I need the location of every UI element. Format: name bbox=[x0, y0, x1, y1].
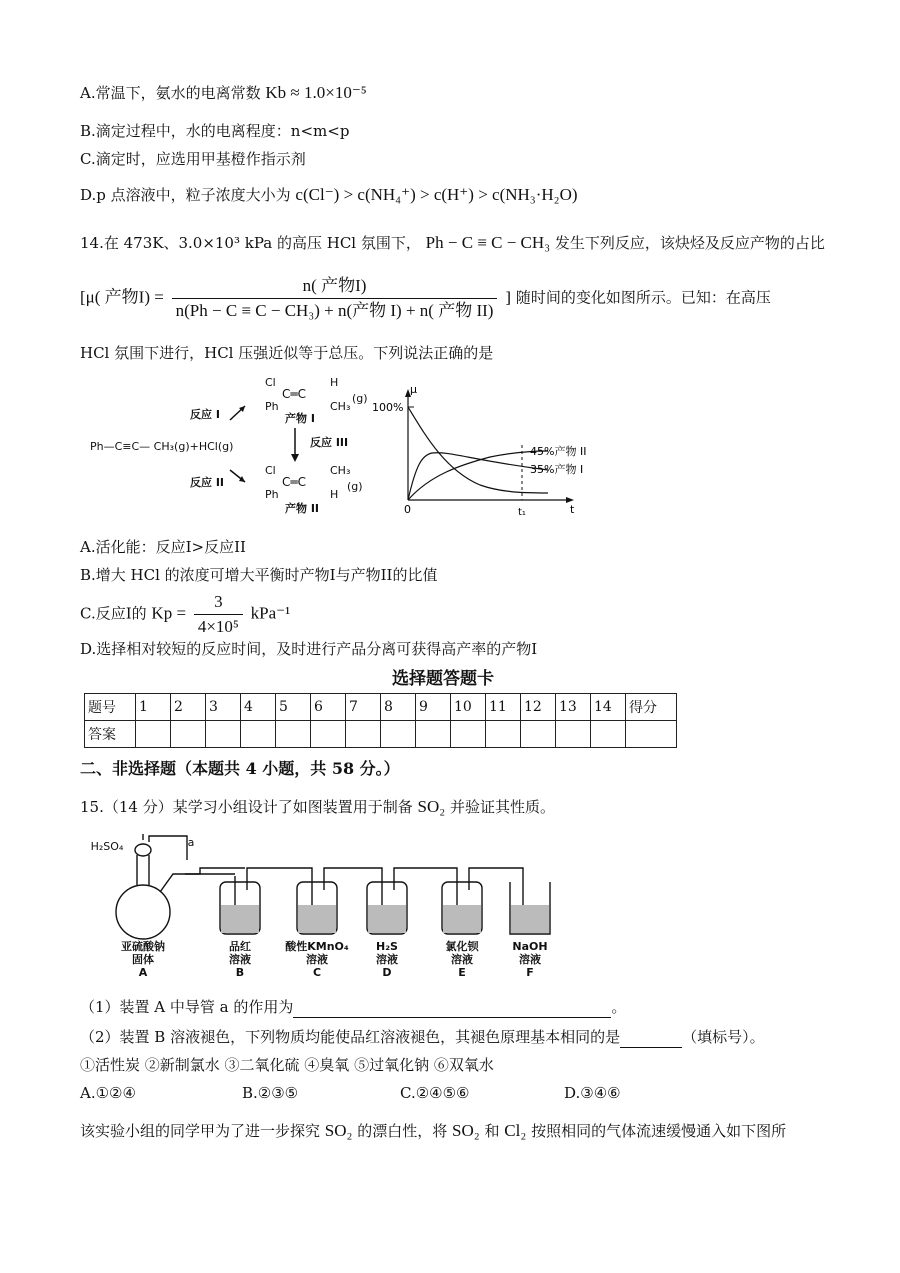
answer-card-row-answers bbox=[85, 721, 677, 748]
answer-card-answer-cell[interactable] bbox=[451, 721, 486, 748]
answer-card-answer-cell[interactable] bbox=[556, 721, 591, 748]
q15-sub1 bbox=[80, 996, 626, 1018]
label-tube-a: a bbox=[187, 836, 195, 849]
answer-card-question-number: 4 bbox=[241, 694, 276, 721]
scheme-p1-h: H bbox=[330, 376, 339, 389]
q14-stem-formula: Ph − C ≡ C − CH₃ bbox=[425, 233, 551, 252]
q15-last-a: 该实验小组的同学甲为了进一步探究 bbox=[80, 1122, 321, 1140]
answer-card-answer-cell[interactable] bbox=[276, 721, 311, 748]
q13-option-c: C.滴定时，应选用甲基橙作指示剂 bbox=[80, 150, 306, 168]
label-b-name2: 溶液 bbox=[229, 953, 251, 966]
mu-fraction bbox=[172, 276, 498, 321]
q15-sub2-text: （2）装置 B 溶液褪色，下列物质均能使品红溶液褪色，其褪色原理基本相同的是 bbox=[80, 1028, 621, 1046]
tube-a bbox=[149, 836, 187, 848]
graph-ylabel: μ bbox=[410, 385, 417, 396]
answer-card-question-number: 5 bbox=[276, 694, 311, 721]
kp-numerator: 3 bbox=[194, 592, 243, 615]
q15-last-so2b: SO₂ bbox=[452, 1121, 480, 1140]
answer-card-answer-cell[interactable] bbox=[171, 721, 206, 748]
q15-last-b: 的漂白性，将 bbox=[357, 1122, 448, 1140]
label-c-name2: 溶液 bbox=[306, 953, 328, 966]
q15-choice-c: C.②④⑤⑥ bbox=[400, 1084, 470, 1102]
q15-sub2 bbox=[80, 1026, 765, 1048]
answer-card-table bbox=[84, 693, 677, 748]
q15-last-line bbox=[80, 1120, 786, 1142]
label-h2so4: H₂SO₄ bbox=[90, 840, 124, 853]
graph-xlabel: t bbox=[570, 503, 575, 516]
section-two-heading: 二、非选择题（本题共 4 小题，共 58 分。） bbox=[80, 759, 400, 778]
scheme-product1: 产物 I bbox=[285, 412, 315, 425]
label-d-name1: H₂S bbox=[376, 940, 398, 953]
mu-right: ] 随时间的变化如图所示。已知：在高压 bbox=[505, 288, 771, 307]
scheme-reactant: Ph—C≡C— CH₃(g)+HCl(g) bbox=[90, 440, 234, 453]
graph-ytick: 100% bbox=[372, 401, 404, 414]
q13-option-b: B.滴定过程中，水的电离程度：n<m<p bbox=[80, 122, 350, 140]
answer-card-question-number: 11 bbox=[486, 694, 521, 721]
answer-card-answer-cell[interactable] bbox=[591, 721, 626, 748]
q14-option-a: A.活化能：反应I>反应II bbox=[80, 538, 246, 556]
q15-choice-b: B.②③⑤ bbox=[242, 1084, 299, 1102]
label-a-name1: 亚硫酸钠 bbox=[121, 940, 165, 953]
label-e-name2: 溶液 bbox=[451, 953, 473, 966]
label-c: C bbox=[312, 966, 322, 979]
answer-card-label: 答案 bbox=[85, 721, 136, 748]
q15-sub2-end: （填标号）。 bbox=[682, 1028, 765, 1046]
label-b: B bbox=[235, 966, 245, 979]
q15-stem-b: 并验证其性质。 bbox=[449, 798, 555, 816]
answer-card-answer-cell[interactable] bbox=[241, 721, 276, 748]
svg-text:C═C: C═C bbox=[282, 475, 306, 489]
q14-stem-text-b: 发生下列反应，该炔烃及反应产物的占比 bbox=[554, 234, 825, 252]
label-c-name1: 酸性KMnO₄ bbox=[285, 940, 349, 953]
scheme-p1-cl: Cl bbox=[265, 376, 276, 389]
mu-left: [μ( 产物I) = bbox=[80, 287, 164, 307]
answer-card-question-number: 8 bbox=[381, 694, 416, 721]
q15-last-cl2: Cl₂ bbox=[504, 1121, 527, 1140]
mu-numerator: n( 产物I) bbox=[172, 276, 498, 299]
label-f: F bbox=[526, 966, 534, 979]
label-d-name2: 溶液 bbox=[376, 953, 398, 966]
q13-option-d-formula: c(Cl⁻) > c(NH₄⁺) > c(H⁺) > c(NH₃·H₂O) bbox=[295, 185, 578, 204]
label-b-name1: 品红 bbox=[229, 940, 251, 953]
q13-option-d-text: D.p 点溶液中，粒子浓度大小为 bbox=[80, 186, 291, 204]
q14-option-c-fraction bbox=[194, 592, 243, 637]
q15-last-d: 按照相同的气体流速缓慢通入如下图所 bbox=[531, 1122, 787, 1140]
q15-sub2-blank[interactable] bbox=[620, 1047, 682, 1048]
q15-sub1-end: 。 bbox=[611, 998, 627, 1016]
scheme-rxn3: 反应 III bbox=[310, 436, 349, 449]
kinetics-graph bbox=[370, 385, 590, 520]
apparatus-diagram bbox=[85, 830, 565, 980]
scheme-p2-ch3: CH₃ bbox=[330, 464, 351, 477]
answer-card-question-number: 12 bbox=[521, 694, 556, 721]
scheme-p1-ch3: CH₃ bbox=[330, 400, 351, 413]
q14-stem-line3: HCl 氛围下进行，HCl 压强近似等于总压。下列说法正确的是 bbox=[80, 344, 494, 362]
q13-option-a-text: A.常温下，氨水的电离常数 bbox=[80, 84, 261, 102]
answer-card-header-label: 题号 bbox=[85, 694, 136, 721]
q13-option-a-formula: Kb ≈ 1.0×10⁻⁵ bbox=[265, 83, 367, 102]
q15-choice-a: A.①②④ bbox=[80, 1084, 136, 1102]
answer-card-question-number: 6 bbox=[311, 694, 346, 721]
curve-reactant bbox=[408, 407, 548, 493]
kp-denominator: 4×10⁵ bbox=[197, 617, 239, 636]
answer-card-row-numbers bbox=[85, 694, 677, 721]
label-d: D bbox=[382, 966, 392, 979]
q14-mu-definition bbox=[80, 276, 771, 321]
reaction-scheme bbox=[85, 370, 385, 520]
answer-card-title: 选择题答题卡 bbox=[392, 669, 494, 689]
answer-card-answer-cell[interactable] bbox=[136, 721, 171, 748]
answer-card-answer-cell[interactable] bbox=[206, 721, 241, 748]
q15-items: ①活性炭 ②新制氯水 ③二氧化硫 ④臭氧 ⑤过氧化钠 ⑥双氧水 bbox=[80, 1056, 494, 1074]
scheme-rxn1: 反应 I bbox=[190, 408, 220, 421]
q15-last-so2: SO₂ bbox=[324, 1121, 353, 1140]
q14-option-d: D.选择相对较短的反应时间，及时进行产品分离可获得高产率的产物I bbox=[80, 640, 538, 658]
q15-sub1-blank[interactable] bbox=[293, 1017, 611, 1018]
scheme-product2: 产物 II bbox=[285, 502, 320, 515]
mu-denominator: n(Ph − C ≡ C − CH₃) + n(产物 I) + n( 产物 II) bbox=[175, 301, 494, 320]
svg-text:C═C: C═C bbox=[282, 387, 306, 401]
answer-card-question-number: 9 bbox=[416, 694, 451, 721]
q14-option-c bbox=[80, 592, 290, 637]
scheme-p1-g: (g) bbox=[352, 392, 368, 405]
answer-card-score-header: 得分 bbox=[626, 694, 677, 721]
q15-stem-a: 15.（14 分）某学习小组设计了如图装置用于制备 bbox=[80, 798, 413, 816]
scheme-p2-h: H bbox=[330, 488, 339, 501]
scheme-p2-ph: Ph bbox=[265, 488, 279, 501]
dropping-funnel bbox=[135, 844, 151, 856]
answer-card-score-cell[interactable] bbox=[626, 721, 677, 748]
answer-card-question-number: 2 bbox=[171, 694, 206, 721]
graph-label-product2: 45%产物 II bbox=[530, 445, 587, 458]
label-f-name2: 溶液 bbox=[519, 953, 541, 966]
q14-stem-line1 bbox=[80, 232, 825, 254]
scheme-rxn2: 反应 II bbox=[190, 476, 225, 489]
label-e-name1: 氯化钡 bbox=[445, 940, 479, 953]
answer-card-answer-cell[interactable] bbox=[381, 721, 416, 748]
q15-choice-d: D.③④⑥ bbox=[564, 1084, 621, 1102]
q15-stem-so2: SO₂ bbox=[417, 797, 446, 816]
answer-card-question-number: 7 bbox=[346, 694, 381, 721]
answer-card-question-number: 1 bbox=[136, 694, 171, 721]
q15-stem bbox=[80, 796, 555, 818]
q14-option-c-unit: kPa⁻¹ bbox=[250, 603, 291, 623]
label-f-name1: NaOH bbox=[512, 940, 548, 953]
scheme-p2-cl: Cl bbox=[265, 464, 276, 477]
answer-card-question-number: 10 bbox=[451, 694, 486, 721]
q13-option-d bbox=[80, 184, 578, 206]
label-a-name2: 固体 bbox=[132, 953, 154, 966]
answer-card-answer-cell[interactable] bbox=[486, 721, 521, 748]
flask-a bbox=[116, 885, 170, 939]
answer-card-answer-cell[interactable] bbox=[521, 721, 556, 748]
answer-card-answer-cell[interactable] bbox=[311, 721, 346, 748]
q14-option-b: B.增大 HCl 的浓度可增大平衡时产物I与产物II的比值 bbox=[80, 566, 438, 584]
q14-stem-text-a: 14.在 473K、3.0×10³ kPa 的高压 HCl 氛围下， bbox=[80, 234, 421, 252]
answer-card-question-number: 3 bbox=[206, 694, 241, 721]
graph-label-product1: 35%产物 I bbox=[530, 463, 584, 476]
answer-card-question-number: 14 bbox=[591, 694, 626, 721]
answer-card-question-number: 13 bbox=[556, 694, 591, 721]
q14-option-c-text: C.反应I的 bbox=[80, 604, 147, 623]
label-a: A bbox=[138, 966, 148, 979]
q13-option-a bbox=[80, 82, 367, 104]
q14-option-c-kp: Kp = bbox=[151, 603, 187, 623]
answer-card-answer-cell[interactable] bbox=[416, 721, 451, 748]
graph-origin: 0 bbox=[404, 503, 411, 516]
answer-card-answer-cell[interactable] bbox=[346, 721, 381, 748]
q15-sub1-text: （1）装置 A 中导管 a 的作用为 bbox=[80, 998, 294, 1016]
scheme-p1-ph: Ph bbox=[265, 400, 279, 413]
q15-last-c: 和 bbox=[484, 1122, 500, 1140]
scheme-p2-g: (g) bbox=[347, 480, 363, 493]
label-e: E bbox=[458, 966, 466, 979]
graph-t1: t₁ bbox=[518, 507, 526, 518]
